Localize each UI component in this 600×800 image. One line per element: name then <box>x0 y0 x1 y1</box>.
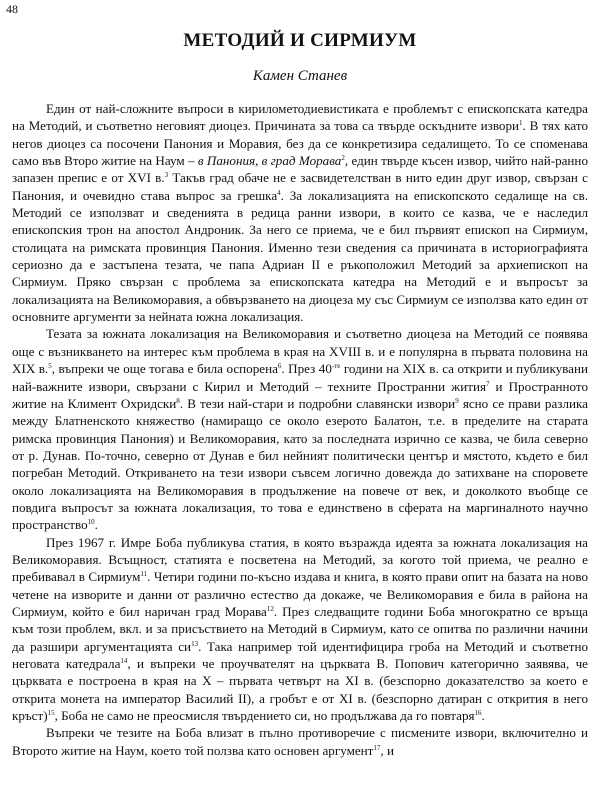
footnote-ref: 5 <box>48 362 52 371</box>
text-run: , и въпреки че проучвателят на църквата В. Попович категорично заявява, че църквата е построена в края на X – първата четвърт на XI в. (безспорно доказателство за което е открита монета на император Василий II), а гробът е от XI в. (безспорно датиран с открития в него кръст) <box>12 656 588 724</box>
text-run: , и <box>380 742 394 758</box>
author-name: Камен Станев <box>252 68 348 84</box>
text-run: . Така например той идентифицира гроба на Методий и съответно неговата катедрала <box>12 638 589 671</box>
footnote-ref: 12 <box>266 604 274 613</box>
text-run: . През следващите години Боба многократно се връща към този проблем, вкл. и за присъствието на Методий в Сирмиум, като се опитва по различни начини да разшири аргументацията си <box>12 603 588 654</box>
footnote-ref: 8 <box>176 396 180 405</box>
footnote-ref: 7 <box>485 379 490 388</box>
text-run: ясно се прави разлика между Блатненското княжество (намиращо се около езерото Балатон, т.е. в пределите на старата римска провинция Панония) и Великоморавия, като за последната изрично се казва, че била северно от р. Дунав. По-точно, северно от Дунав е бил нейният политически център и мястото, където е бил погребан Методий. Откриването на тези извори съвсем логично довежда до затихване на споровете около локализацията на Великоморавия в продължение на повече от век, и доколкото въобще се повдига въпросът за южната локализация, то това е единствено в сферата на маргиналното научно пространство <box>12 395 588 533</box>
text-run: Въпреки че тезите на Боба влизат в пълно противоречие с писмените извори, включително и Второто житие на Наум, което той ползва като основен аргумент <box>12 725 588 758</box>
text-run: . За локализацията на епископското седалище на св. Методий се използват и сведенията в редица ранни извори, в които се казва, че е наследил епископския трон на апостол Андроник. За него се приема, че е бил първият епископ на Сирмиум, столицата на римската провинция Панония. Именно тези сведения са причината в историографията сериозно да е застъпена тезата, че папа Адриан II е ръкоположил Методий за архиепископ на Сирмиум. Пряко свързан с проблема за епископската катедра на Методий е и въпросът за локализацията на Великоморавия, а обвързването на диоцеза му със Сирмиум се използва като един от основните аргументи за нейната южна локализация. <box>12 187 588 325</box>
footnote-ref: -те <box>331 362 341 371</box>
footnote-ref: 1 <box>519 119 523 128</box>
footnote-ref: 10 <box>87 518 95 527</box>
footnote-ref: 2 <box>341 154 345 163</box>
text-run: години на XIX в. са открити и публикувани най-важните извори, свързани с Кирил и Методий – техните Пространни жития <box>12 361 589 394</box>
paragraph-3 <box>12 534 588 725</box>
text-run: . <box>94 517 98 533</box>
text-run: Тезата за южната локализация на Великоморавия и съответно диоцеза на Методий се появява още с възникването на интерес към проблема в края на XVIII в. и е популярна в първата половина на XIX в. <box>12 326 588 377</box>
footnote-ref: 4 <box>277 188 281 197</box>
paragraph-1 <box>12 100 588 325</box>
text-run: и Пространното житие на Климент Охридски <box>12 378 589 411</box>
paragraph-2 <box>12 325 588 533</box>
text-run: . В тези най-стари и подробни славянски извори <box>179 395 456 411</box>
article-title: МЕТОДИЙ И СИРМИУМ <box>183 30 417 51</box>
article-body <box>12 100 588 759</box>
footnote-ref: 15 <box>47 709 55 718</box>
text-run: . През 40 <box>281 361 332 377</box>
text-run: . В тях като негов диоцез са посочени Панония и Моравия, без да се конкретизира седалището. То се споменава само във Второ житие на Наум – <box>12 118 588 169</box>
footnote-ref: 3 <box>164 171 169 180</box>
text-run: , един твърде късен извор, чийто най-ранно запазен препис е от XVI в. <box>12 153 588 186</box>
text-run: . Четири години по-късно издава и книга, в която прави опит на базата на ново четене на изворите и данни от различно естество да докаже, че Великоморавия е била в района на Сирмиум, който е бил наричан град Морава <box>12 569 588 619</box>
text-run: , Боба не само не преосмисля твърдението си, но продължава да го повтаря <box>54 708 475 724</box>
footnote-ref: 13 <box>191 639 199 648</box>
page-number: 48 <box>6 2 18 16</box>
footnote-ref: 14 <box>120 657 128 665</box>
footnote-ref: 6 <box>277 362 282 371</box>
footnote-ref: 9 <box>455 396 459 405</box>
text-run: Такъв град обаче не е засвидетелстван в нито един друг извор, свързан с Панония, и очевидно става въпрос за грешка <box>12 170 588 203</box>
text-run: Един от най-сложните въпроси в кирилометодиевистиката е проблемът с епископската катедра на Методий, и съответно неговият диоцез. Причината за това са твърде оскъдните извори <box>12 101 588 134</box>
text-run: . <box>481 708 485 724</box>
footnote-ref: 17 <box>373 743 381 752</box>
text-run: , въпреки че още тогава е била оспорена <box>51 361 278 377</box>
text-run: През 1967 г. Имре Боба публикува статия, в която възражда идеята за южната локализация на Великоморавия. Всъщност, статията е посветена на Методий, за когото той приема, че реално е пребивавал в Сирмиум <box>12 534 588 585</box>
paragraph-4 <box>12 724 588 759</box>
italic-quote: в Панония, в град Морава <box>197 153 342 169</box>
footnote-ref: 11 <box>140 570 148 579</box>
footnote-ref: 16 <box>474 709 482 718</box>
